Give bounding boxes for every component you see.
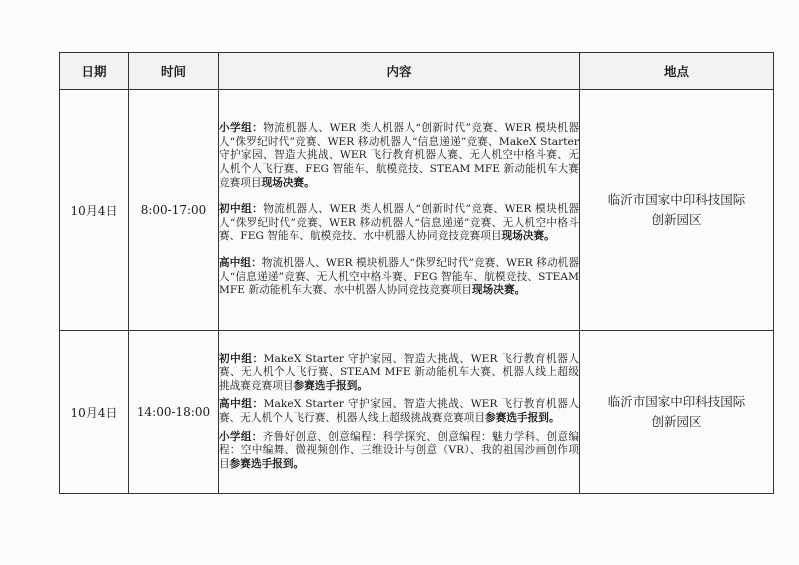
group-paragraph: [219, 431, 579, 472]
header-content: 内容: [219, 53, 580, 90]
header-date: 日期: [60, 53, 129, 90]
group-text: MakeX Starter 守护家园、智造大挑战、WER 飞行教育机器人赛、无人机个人飞行赛、STEAM MFE 新动能机车大赛、机器人线上超级挑战赛竞赛项目: [219, 352, 579, 392]
group-emphasis: 现场决赛。: [472, 284, 526, 297]
location-cell: [580, 331, 774, 494]
location-cell: [580, 90, 774, 331]
group-label: 高中组：: [219, 398, 264, 411]
group-emphasis: 现场决赛。: [261, 176, 315, 189]
table-row: [60, 90, 774, 331]
content-cell: [219, 90, 580, 331]
group-paragraph: [219, 257, 579, 298]
header-time: 时间: [129, 53, 219, 90]
group-emphasis: 参赛选手报到。: [293, 379, 369, 392]
group-text: 物流机器人、WER 类人机器人“创新时代”竞赛、WER 模块机器人“侏罗纪时代”竞赛、WER 移动机器人“信息递递”竞赛、无人机空中格斗赛、FEG 智能车、航模竞技、水中机器人协同竞技竞赛项目: [219, 203, 579, 243]
group-label: 初中组：: [219, 352, 264, 365]
group-label: 高中组：: [219, 256, 262, 269]
content-cell: [219, 331, 580, 494]
schedule-table: [59, 52, 774, 494]
group-paragraph: [219, 398, 579, 425]
group-label: 小学组：: [219, 430, 263, 443]
header-location: 地点: [580, 53, 774, 90]
group-emphasis: 参赛选手报到。: [485, 412, 560, 424]
group-text: 物流机器人、WER 模块机器人“侏罗纪时代”竞赛、WER 移动机器人“信息递递”竞赛、无人机空中格斗赛、FEG 智能车、航模竞技、STEAM MFE 新动能机车大赛、水中机器人协同竞技竞赛项目: [219, 256, 579, 297]
group-paragraph: [219, 122, 579, 190]
date-cell: 10月4日: [60, 90, 129, 331]
table-row: [60, 331, 774, 494]
group-paragraph: [219, 203, 579, 244]
group-text: 齐鲁好创意、创意编程：科学探究、创意编程：魅力学科、创意编程：空中编舞、微视频创作、三维设计与创意（VR）、我的祖国沙画创作项目: [219, 430, 579, 470]
group-paragraph: [219, 353, 579, 394]
group-text: 物流机器人、WER 类人机器人“创新时代”竞赛、WER 模块机器人“侏罗纪时代”竞赛、WER 移动机器人“信息递递”竞赛、MakeX Starter 守护家园、智造大挑战、WER 飞行教育机器人赛、无人机空中格斗赛、无人机个人飞行赛、FEG 智能车、航模竞技、STEAM MFE 新动能机车大赛竞赛项目: [219, 122, 579, 189]
group-text: MakeX Starter 守护家园、智造大挑战、WER 飞行教育机器人赛、无人机个人飞行赛、机器人线上超级挑战赛竞赛项目: [219, 398, 579, 424]
location-line: 创新园区: [651, 212, 702, 227]
group-emphasis: 参赛选手报到。: [229, 457, 305, 470]
header-row: [60, 53, 774, 90]
location-line: 临沂市国家中印科技国际: [607, 394, 746, 409]
time-cell: 8:00-17:00: [129, 90, 219, 331]
group-emphasis: 现场决赛。: [501, 230, 555, 243]
location-line: 创新园区: [651, 414, 702, 429]
date-cell: 10月4日: [60, 331, 129, 494]
group-label: 初中组：: [219, 203, 264, 216]
time-cell: 14:00-18:00: [129, 331, 219, 494]
group-label: 小学组：: [219, 122, 264, 135]
location-line: 临沂市国家中印科技国际: [607, 192, 746, 207]
